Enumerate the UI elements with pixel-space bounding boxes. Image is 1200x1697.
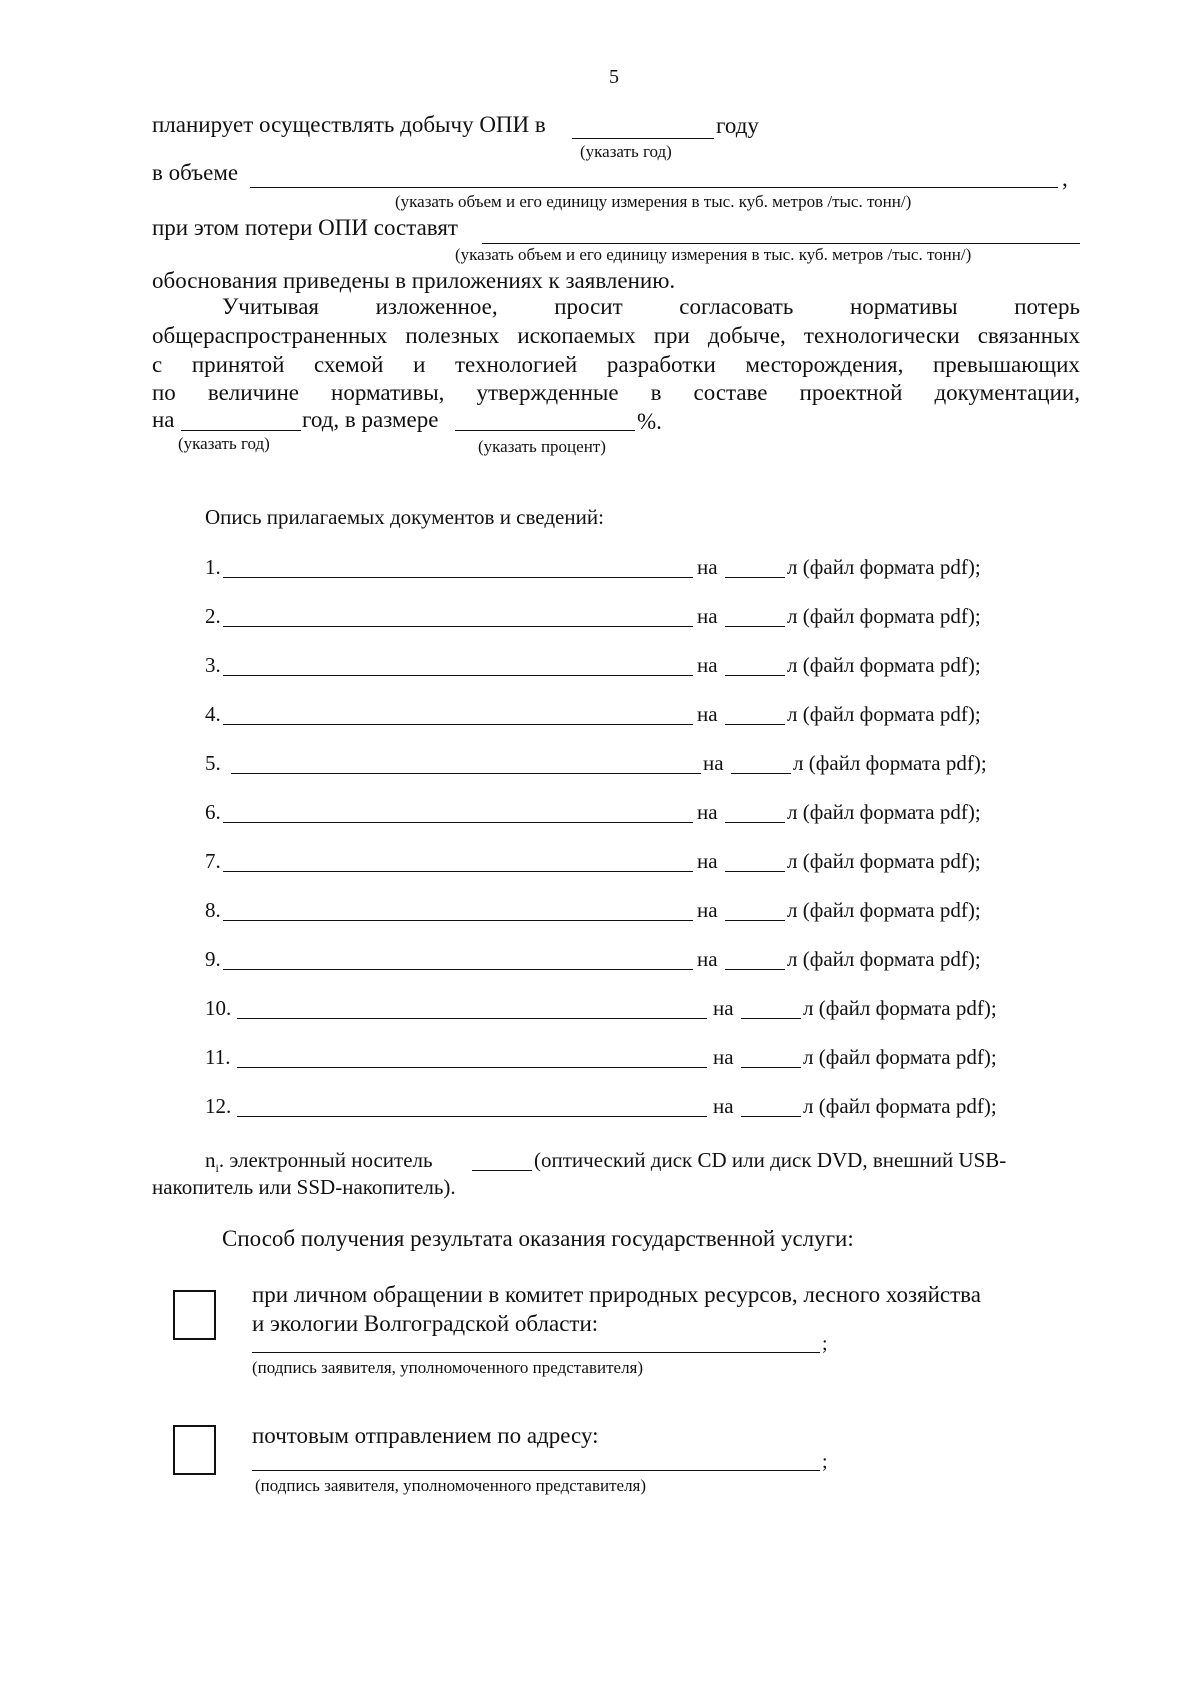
attachment-number: 3. [205, 653, 221, 677]
intro-line2-prefix: в объеме [152, 160, 239, 185]
media-label [205, 1148, 433, 1176]
word: просит [554, 294, 623, 319]
word: потерь [1014, 294, 1080, 319]
attachment-row [205, 751, 1025, 781]
norm-year-blank-line[interactable] [181, 430, 301, 431]
attachment-number: 2. [205, 604, 221, 628]
attachment-number: 1. [205, 555, 221, 579]
attachment-number: 7. [205, 849, 221, 873]
option2-semicolon: ; [822, 1451, 828, 1473]
attachment-number: 6. [205, 800, 221, 824]
attachment-number: 8. [205, 898, 221, 922]
request-row5-prefix: на [152, 407, 175, 432]
attachment-na: на [697, 800, 718, 824]
word: и [413, 352, 426, 377]
attachment-row [205, 1094, 1045, 1124]
word: с [152, 352, 163, 377]
attachment-row [205, 604, 1025, 634]
option1-line2: и экологии Волгоградской области: [252, 1311, 599, 1336]
attachment-name-line[interactable] [223, 920, 693, 921]
attachment-pages-line[interactable] [731, 773, 791, 774]
attachment-na: на [713, 1045, 734, 1069]
media-sub: i [215, 1161, 219, 1176]
losses-blank-line[interactable] [482, 243, 1080, 244]
request-row5-suffix: %. [637, 409, 662, 434]
attachment-row [205, 555, 1025, 585]
word: добыче, [707, 323, 786, 348]
attachment-na: на [703, 751, 724, 775]
attachment-number: 4. [205, 702, 221, 726]
hint-year: (указать год) [580, 142, 672, 161]
word: разработки [606, 352, 716, 377]
request-row5-mid: год, в размере [302, 407, 439, 432]
word: технологически [803, 323, 960, 348]
attachment-name-line[interactable] [237, 1116, 707, 1117]
intro-line4: обоснования приведены в приложениях к заявлению. [152, 268, 676, 293]
option2-hint: (подпись заявителя, уполномоченного представителя) [255, 1476, 647, 1495]
attachment-pages-line[interactable] [725, 577, 785, 578]
media-label-text: . электронный носитель [218, 1148, 433, 1172]
word: технологией [455, 352, 578, 377]
request-row4 [152, 380, 1080, 406]
attachment-name-line[interactable] [223, 577, 693, 578]
attachment-pages-line[interactable] [725, 626, 785, 627]
word: проектной [799, 380, 903, 405]
word: принятой [191, 352, 285, 377]
postal-delivery-checkbox[interactable] [173, 1425, 216, 1475]
attachment-na: на [697, 947, 718, 971]
media-prefix: n [205, 1148, 216, 1172]
volume-blank-line[interactable] [250, 187, 1058, 188]
word: месторождения, [745, 352, 904, 377]
attachment-row [205, 996, 1045, 1026]
word: связанных [977, 323, 1080, 348]
attachment-number: 5. [205, 751, 221, 775]
attachment-row [205, 898, 1025, 928]
attachment-na: на [713, 1094, 734, 1118]
option2-address-line[interactable] [252, 1470, 820, 1471]
attachment-row [205, 702, 1025, 732]
word: нормативы [849, 294, 958, 319]
attachment-pages-line[interactable] [725, 920, 785, 921]
attachment-format: л (файл формата pdf); [803, 1045, 997, 1069]
page-number: 5 [609, 66, 619, 88]
attachment-name-line[interactable] [237, 1018, 707, 1019]
attachment-pages-line[interactable] [725, 871, 785, 872]
attachment-na: на [697, 702, 718, 726]
attachment-na: на [697, 555, 718, 579]
attachment-row [205, 947, 1025, 977]
option1-signature-line[interactable] [252, 1352, 820, 1353]
attachment-name-line[interactable] [223, 871, 693, 872]
option1-hint: (подпись заявителя, уполномоченного представителя) [252, 1358, 644, 1377]
word: общераспространенных [152, 323, 388, 348]
attachment-row [205, 653, 1025, 683]
attachment-pages-line[interactable] [741, 1116, 801, 1117]
attachment-format: л (файл формата pdf); [787, 702, 981, 726]
attachment-format: л (файл формата pdf); [787, 604, 981, 628]
word: в [650, 380, 662, 405]
attachment-name-line[interactable] [237, 1067, 707, 1068]
attachment-pages-line[interactable] [725, 969, 785, 970]
attachment-number: 10. [205, 996, 232, 1020]
word: изложенное, [375, 294, 498, 319]
word: нормативы, [331, 380, 445, 405]
intro-line2-suffix: , [1062, 166, 1068, 191]
word: при [653, 323, 690, 348]
hint-percent: (указать процент) [478, 437, 606, 456]
attachment-row [205, 800, 1025, 830]
word: составе [693, 380, 768, 405]
option2-line1: почтовым отправлением по адресу: [252, 1423, 599, 1448]
intro-line1-prefix: планирует осуществлять добычу ОПИ в [152, 112, 546, 137]
media-line2: накопитель или SSD-накопитель). [152, 1175, 456, 1199]
request-row1 [222, 294, 1080, 320]
attachment-format: л (файл формата pdf); [787, 555, 981, 579]
word: полезных [405, 323, 500, 348]
attachment-format: л (файл формата pdf); [787, 800, 981, 824]
attachment-row [205, 849, 1025, 879]
attachment-name-line[interactable] [231, 773, 701, 774]
word: документации, [934, 380, 1080, 405]
year-blank-line[interactable] [572, 138, 714, 139]
media-blank-line[interactable] [472, 1170, 532, 1171]
attachment-format: л (файл формата pdf); [803, 996, 997, 1020]
delivery-title: Способ получения результата оказания государственной услуги: [222, 1226, 854, 1251]
word: по [152, 380, 176, 405]
attachment-na: на [697, 604, 718, 628]
word: превышающих [932, 352, 1080, 377]
word: ископаемых [517, 323, 636, 348]
attachment-na: на [697, 849, 718, 873]
intro-line3-prefix: при этом потери ОПИ составят [152, 215, 458, 240]
media-suffix: (оптический диск CD или диск DVD, внешний USB- [534, 1148, 1007, 1172]
attachment-number: 11. [205, 1045, 231, 1069]
attachment-name-line[interactable] [223, 724, 693, 725]
hint-losses: (указать объем и его единицу измерения в тыс. куб. метров /тыс. тонн/) [455, 245, 972, 264]
attachment-name-line[interactable] [223, 626, 693, 627]
word: Учитывая [222, 294, 320, 319]
word: утвержденные [476, 380, 619, 405]
attachment-format: л (файл формата pdf); [787, 849, 981, 873]
request-row2 [152, 323, 1080, 349]
attachment-pages-line[interactable] [741, 1018, 801, 1019]
option1-line1: при личном обращении в комитет природных ресурсов, лесного хозяйства [252, 1282, 981, 1307]
attachment-pages-line[interactable] [725, 675, 785, 676]
attachment-number: 12. [205, 1094, 232, 1118]
attachment-name-line[interactable] [223, 969, 693, 970]
attachment-format: л (файл формата pdf); [793, 751, 987, 775]
attachment-name-line[interactable] [223, 675, 693, 676]
word: согласовать [679, 294, 794, 319]
hint-norm-year: (указать год) [178, 434, 270, 453]
request-row3 [152, 352, 1080, 378]
attachment-name-line[interactable] [223, 822, 693, 823]
attachment-number: 9. [205, 947, 221, 971]
attachment-na: на [697, 653, 718, 677]
attachment-format: л (файл формата pdf); [787, 653, 981, 677]
attachment-pages-line[interactable] [741, 1067, 801, 1068]
intro-line1-suffix: году [716, 113, 759, 138]
attachment-na: на [697, 898, 718, 922]
attachment-format: л (файл формата pdf); [787, 898, 981, 922]
attachment-format: л (файл формата pdf); [803, 1094, 997, 1118]
percent-blank-line[interactable] [455, 430, 635, 431]
personal-visit-checkbox[interactable] [173, 1290, 216, 1340]
attachment-na: на [713, 996, 734, 1020]
attachment-pages-line[interactable] [725, 724, 785, 725]
attachment-format: л (файл формата pdf); [787, 947, 981, 971]
attachments-title: Опись прилагаемых документов и сведений: [205, 505, 604, 529]
option1-semicolon: ; [822, 1333, 828, 1355]
word: схемой [314, 352, 384, 377]
hint-volume: (указать объем и его единицу измерения в тыс. куб. метров /тыс. тонн/) [395, 192, 912, 211]
attachment-row [205, 1045, 1045, 1075]
word: величине [207, 380, 299, 405]
attachment-pages-line[interactable] [725, 822, 785, 823]
